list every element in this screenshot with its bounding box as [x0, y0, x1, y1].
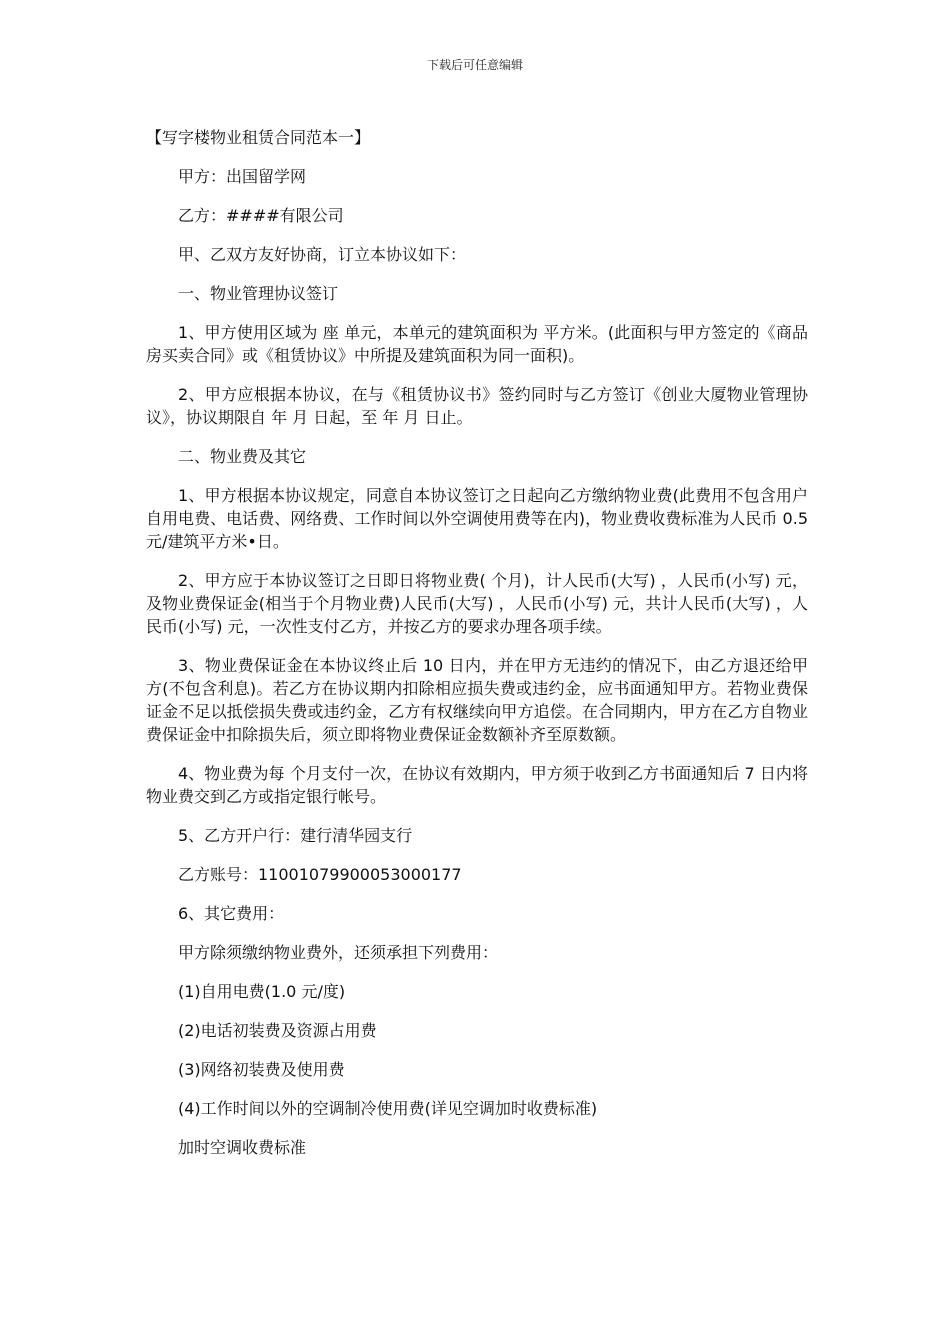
clause-2-2: 2、甲方应于本协议签订之日即日将物业费( 个月)，计人民币(大写) ，人民币(小写) 元，及物业费保证金(相当于个月物业费)人民币(大写) ，人民币(小写) 元，共计人民币(大写) ，人民币(小写) 元，一次性支付乙方，并按乙方的要求办理各项手续。	[146, 571, 808, 636]
other-fees-intro: 甲方除须缴纳物业费外，还须承担下列费用：	[178, 943, 499, 962]
fee-item-4: (4)工作时间以外的空调制冷使用费(详见空调加时收费标准)	[178, 1099, 598, 1118]
document-title: 【写字楼物业租赁合同范本一】	[146, 128, 371, 147]
ac-fee-standard-heading: 加时空调收费标准	[178, 1138, 307, 1157]
fee-item-2: (2)电话初装费及资源占用费	[178, 1021, 377, 1040]
clause-2-5-account: 乙方账号：11001079900053000177	[178, 865, 462, 884]
clause-2-1: 1、甲方根据本协议规定，同意自本协议签订之日起向乙方缴纳物业费(此费用不包含用户自用电费、电话费、网络费、工作时间以外空调使用费等在内)，物业费收费标准为人民币 0.5 元/建筑平方米•日。	[146, 486, 808, 551]
clause-2-3: 3、物业费保证金在本协议终止后 10 日内，并在甲方无违约的情况下，由乙方退还给甲方(不包含利息)。若乙方在协议期内扣除相应损失费或违约金，应书面通知甲方。若物业费保证金不足以抵偿损失费或违约金，乙方有权继续向甲方追偿。在合同期内，甲方在乙方自物业费保证金中扣除损失后，须立即将物业费保证金数额补齐至原数额。	[146, 656, 808, 744]
clause-2-6: 6、其它费用：	[178, 904, 285, 923]
paragraph-party-b: 乙方：####有限公司	[178, 206, 344, 225]
page-header: 下载后可任意编辑	[426, 58, 523, 72]
clause-2-5-bank: 5、乙方开户行：建行清华园支行	[178, 826, 413, 845]
paragraph-party-a: 甲方：出国留学网	[178, 167, 307, 186]
document-body	[146, 126, 808, 1175]
clause-1-1: 1、甲方使用区域为 座 单元，本单元的建筑面积为 平方米。(此面积与甲方签定的《商品房买卖合同》或《租赁协议》中所提及建筑面积为同一面积)。	[146, 323, 808, 365]
paragraph-preamble: 甲、乙双方友好协商，订立本协议如下：	[178, 245, 467, 264]
section-heading-1: 一、物业管理协议签订	[178, 284, 339, 303]
fee-item-1: (1)自用电费(1.0 元/度)	[178, 982, 346, 1001]
clause-1-2: 2、甲方应根据本协议，在与《租赁协议书》签约同时与乙方签订《创业大厦物业管理协议》，协议期限自 年 月 日起，至 年 月 日止。	[146, 385, 808, 427]
fee-item-3: (3)网络初装费及使用费	[178, 1060, 345, 1079]
section-heading-2: 二、物业费及其它	[178, 447, 307, 466]
clause-2-4: 4、物业费为每 个月支付一次，在协议有效期内，甲方须于收到乙方书面通知后 7 日内将物业费交到乙方或指定银行帐号。	[146, 764, 808, 806]
